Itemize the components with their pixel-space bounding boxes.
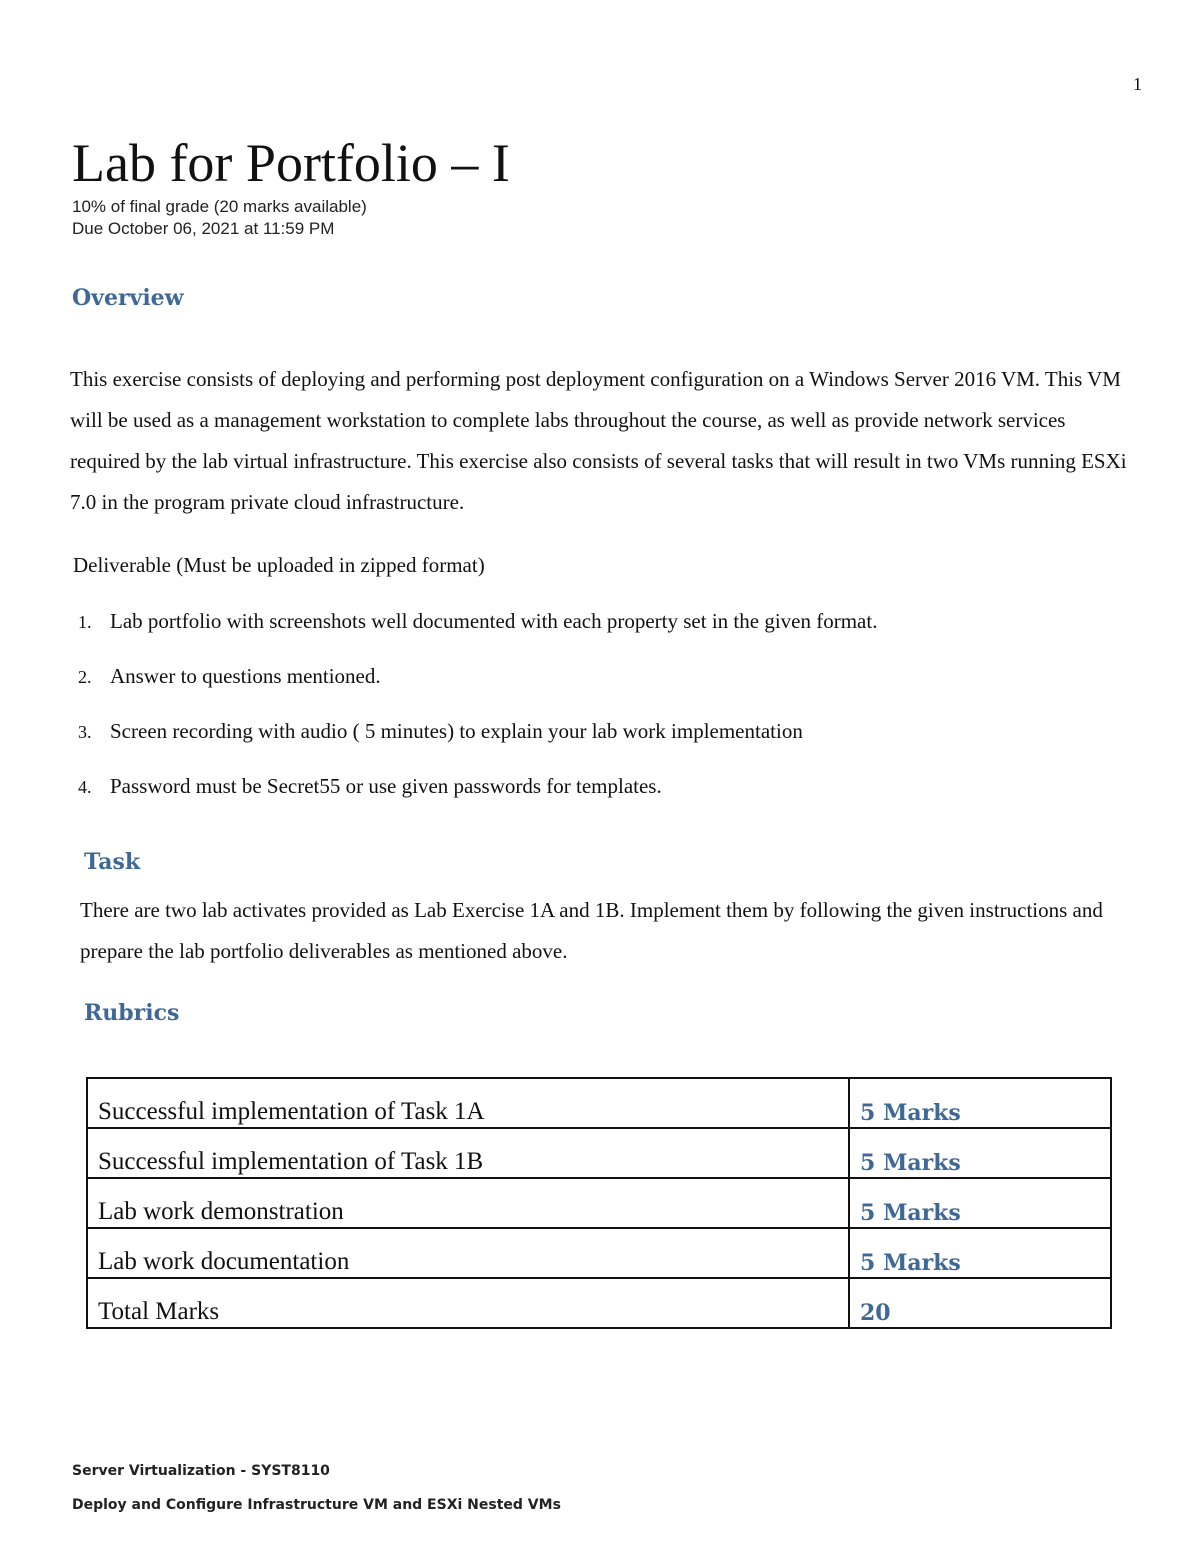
overview-heading: Overview [72, 285, 184, 311]
criterion-cell: Lab work demonstration [87, 1178, 849, 1228]
criterion-cell: Lab work documentation [87, 1228, 849, 1278]
marks-cell: 5 Marks [849, 1178, 1111, 1228]
document-title: Lab for Portfolio – I [72, 133, 510, 193]
table-row [87, 1128, 1111, 1178]
table-row [87, 1228, 1111, 1278]
task-heading: Task [84, 849, 141, 875]
list-text: Lab portfolio with screenshots well documented with each property set in the given format. [110, 609, 878, 633]
rubrics-heading: Rubrics [84, 1000, 180, 1026]
list-number: 2. [78, 667, 92, 687]
grade-weight: 10% of final grade (20 marks available) [72, 197, 367, 216]
footer-course: Server Virtualization - SYST8110 [72, 1463, 330, 1479]
table-row [87, 1178, 1111, 1228]
deliverable-item [78, 719, 803, 744]
marks-cell: 20 [849, 1278, 1111, 1328]
table-row [87, 1078, 1111, 1128]
list-number: 1. [78, 612, 92, 632]
footer-subtitle: Deploy and Configure Infrastructure VM and ESXi Nested VMs [72, 1497, 561, 1513]
rubrics-table [86, 1077, 1112, 1329]
table-row [87, 1278, 1111, 1328]
marks-cell: 5 Marks [849, 1078, 1111, 1128]
deliverable-item [78, 609, 877, 634]
marks-cell: 5 Marks [849, 1228, 1111, 1278]
criterion-cell: Successful implementation of Task 1B [87, 1128, 849, 1178]
overview-paragraph: This exercise consists of deploying and performing post deployment configuration on a Windows Server 2016 VM. This VM will be used as a management workstation to complete labs throughout the course, as well as provide network services required by the lab virtual infrastructure. This exercise also consists of several tasks that will result in two VMs running ESXi 7.0 in the program private cloud infrastructure. [70, 367, 1127, 514]
list-text: Screen recording with audio ( 5 minutes) to explain your lab work implementation [110, 719, 803, 743]
list-number: 4. [78, 777, 92, 797]
list-text: Password must be Secret55 or use given passwords for templates. [110, 774, 662, 798]
criterion-cell: Total Marks [87, 1278, 849, 1328]
task-paragraph: There are two lab activates provided as Lab Exercise 1A and 1B. Implement them by following the given instructions and prepare the lab portfolio deliverables as mentioned above. [80, 898, 1103, 963]
marks-cell: 5 Marks [849, 1128, 1111, 1178]
list-number: 3. [78, 722, 92, 742]
criterion-cell: Successful implementation of Task 1A [87, 1078, 849, 1128]
due-date: Due October 06, 2021 at 11:59 PM [72, 219, 335, 238]
deliverable-item [78, 664, 381, 689]
list-text: Answer to questions mentioned. [110, 664, 381, 688]
deliverable-item [78, 774, 662, 799]
deliverable-label: Deliverable (Must be uploaded in zipped format) [73, 553, 485, 577]
page-number: 1 [1133, 74, 1142, 94]
